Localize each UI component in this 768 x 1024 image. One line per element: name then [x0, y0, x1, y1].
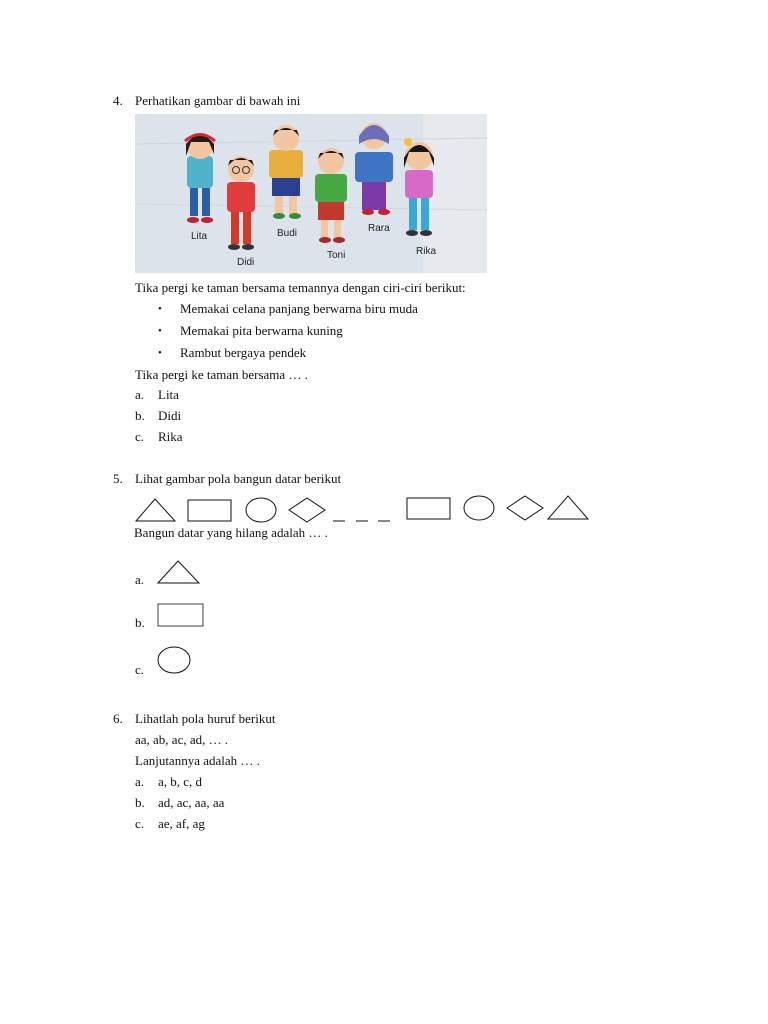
q4-intro: Tika pergi ke taman bersama temannya dengan ciri-ciri berikut: — [135, 280, 466, 295]
q6-question: Lanjutannya adalah … . — [135, 753, 260, 768]
label-rika: Rika — [416, 246, 437, 257]
bullet-dot: • — [158, 325, 162, 337]
option-c-circle — [155, 644, 195, 676]
q6-sequence: aa, ab, ac, ad, … . — [135, 732, 229, 747]
bullet-item: Rambut bergaya pendek — [180, 345, 307, 360]
q5-question: Bangun datar yang hilang adalah … . — [134, 525, 328, 540]
pattern-triangle — [136, 499, 175, 521]
q4-option-c-text: Rika — [158, 429, 183, 444]
children-illustration — [135, 114, 487, 273]
pattern-rectangle — [188, 500, 231, 521]
label-lita: Lita — [191, 231, 208, 242]
option-a-triangle — [155, 558, 205, 588]
q5-option-b-letter: b. — [135, 615, 145, 630]
bullet-item: Memakai pita berwarna kuning — [180, 323, 343, 338]
q4-option-b-text: Didi — [158, 408, 182, 423]
bullet-dot: • — [158, 303, 162, 315]
q4-question: Tika pergi ke taman bersama … . — [135, 367, 308, 382]
children-drawing — [135, 114, 487, 273]
pattern-circle — [464, 496, 494, 520]
pattern-circle — [246, 498, 276, 522]
q5-option-c-letter: c. — [135, 662, 145, 677]
pattern-diamond — [507, 496, 543, 520]
label-budi: Budi — [277, 228, 298, 239]
q6-option-c-letter: c. — [135, 816, 145, 831]
q6-option-c-text: ae, af, ag — [158, 816, 205, 831]
pattern-triangle — [548, 496, 588, 519]
bullet-dot: • — [158, 347, 162, 359]
q6-option-a-text: a, b, c, d — [158, 774, 203, 789]
q5-option-a-letter: a. — [135, 572, 145, 587]
q6-option-b-letter: b. — [135, 795, 145, 810]
label-toni: Toni — [327, 250, 346, 261]
q6-prompt: Lihatlah pola huruf berikut — [135, 711, 276, 726]
option-b-rectangle — [155, 601, 205, 631]
label-rara: Rara — [368, 223, 390, 234]
q4-number: 4. — [113, 93, 123, 108]
shape-pattern — [0, 492, 768, 532]
q4-option-a-letter: a. — [135, 387, 145, 402]
q4-option-a-text: Lita — [158, 387, 179, 402]
q5-prompt: Lihat gambar pola bangun datar berikut — [135, 471, 342, 486]
pattern-rectangle — [407, 498, 450, 519]
pattern-diamond — [289, 498, 325, 522]
q5-number: 5. — [113, 471, 123, 486]
q6-option-a-letter: a. — [135, 774, 145, 789]
q6-number: 6. — [113, 711, 123, 726]
label-didi: Didi — [237, 257, 255, 268]
q4-option-b-letter: b. — [135, 408, 145, 423]
q4-option-c-letter: c. — [135, 429, 145, 444]
q6-option-b-text: ad, ac, aa, aa — [158, 795, 225, 810]
bullet-item: Memakai celana panjang berwarna biru muda — [180, 301, 418, 316]
q4-prompt: Perhatikan gambar di bawah ini — [135, 93, 301, 108]
